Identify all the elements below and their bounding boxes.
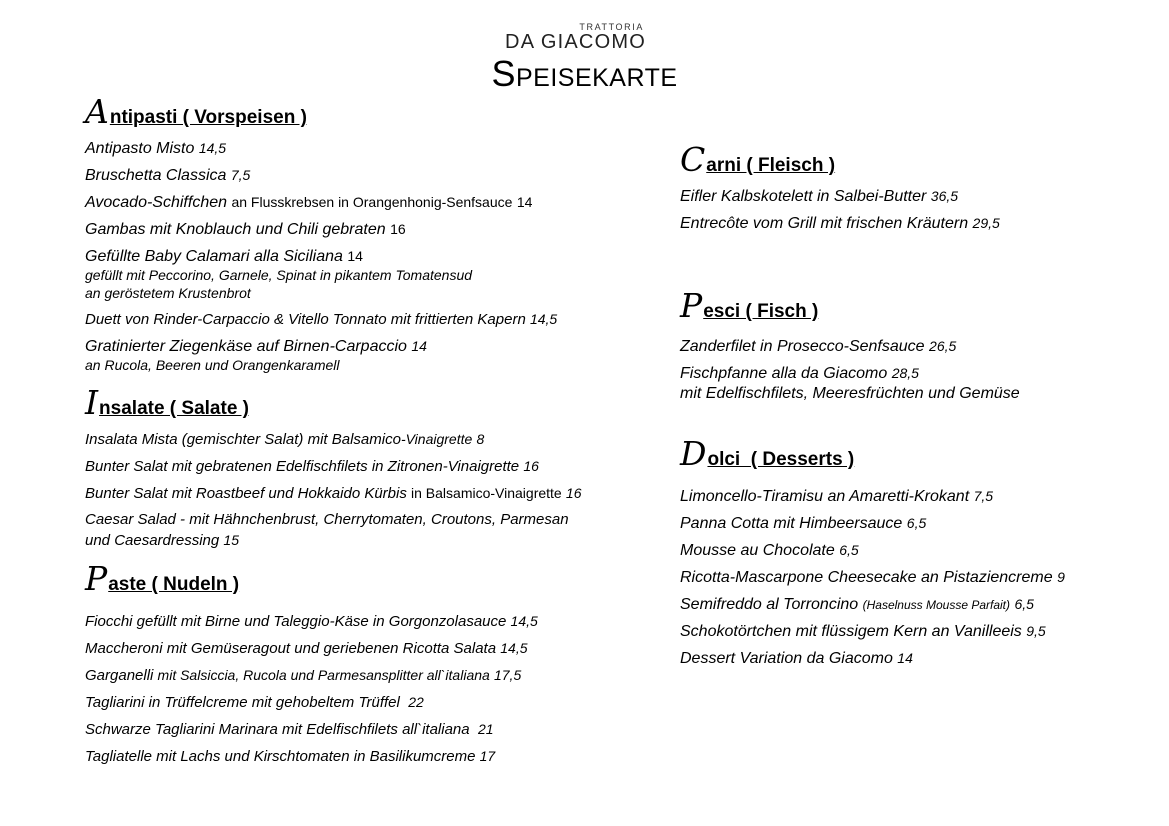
- item-name: Mousse au Chocolate: [680, 542, 835, 559]
- menu-item: [85, 746, 645, 767]
- section-antipasti-heading: [85, 92, 645, 132]
- item-price: 6,5: [906, 515, 927, 531]
- item-name: Gratinierter Ziegenkäse auf Birnen-Carpaccio: [85, 338, 407, 355]
- menu-item: [85, 665, 645, 686]
- item-name: Schokotörtchen mit flüssigem Kern an Vanilleeis: [680, 623, 1022, 640]
- item-name: Panna Cotta mit Himbeersauce: [680, 515, 903, 532]
- item-note: -Vinaigrette: [400, 431, 473, 447]
- item-price: 8: [476, 431, 485, 447]
- menu-item: [85, 336, 645, 375]
- right-column: [680, 140, 1150, 669]
- item-price: 9: [1057, 569, 1065, 585]
- logo-name: DA GIACOMO: [505, 31, 646, 53]
- item-name: Semifreddo al Torroncino: [680, 596, 859, 613]
- menu-item: [680, 186, 1150, 207]
- item-price: 14,5: [500, 640, 528, 656]
- item-price: 16: [523, 458, 539, 474]
- item-name: Avocado-Schiffchen: [85, 194, 228, 211]
- item-name: Caesar Salad - mit Hähnchenbrust, Cherrytomaten, Croutons, Parmesan: [85, 511, 569, 528]
- menu-item: [85, 309, 645, 330]
- menu-item: [85, 719, 645, 740]
- item-name: Fiocchi gefüllt mit Birne und Taleggio-Käse in Gorgonzolasauce: [85, 613, 507, 630]
- item-price: 29,5: [972, 215, 1000, 231]
- item-price: 21: [477, 721, 494, 737]
- item-name: Gefüllte Baby Calamari alla Siciliana: [85, 248, 343, 265]
- left-column: [85, 92, 645, 767]
- menu-item: [85, 429, 645, 450]
- item-price: 16: [390, 221, 406, 237]
- item-price: 9,5: [1026, 623, 1046, 639]
- item-name: Limoncello-Tiramisu an Amaretti-Krokant: [680, 488, 970, 505]
- item-price: 6,5: [1014, 596, 1034, 612]
- item-name: Antipasto Misto: [85, 140, 195, 157]
- item-name: Schwarze Tagliarini Marinara mit Edelfischfilets all`italiana: [85, 721, 470, 738]
- section-carni-heading: [680, 140, 1150, 180]
- item-price: 14: [347, 248, 363, 264]
- menu-item: [680, 213, 1150, 234]
- item-name: Duett von Rinder-Carpaccio & Vitello Tonnato mit frittierten Kapern: [85, 311, 526, 328]
- item-price: 14: [897, 650, 913, 666]
- menu-item: [680, 648, 1150, 669]
- menu-item: [85, 165, 645, 186]
- item-name: Entrecôte vom Grill mit frischen Kräutern: [680, 215, 969, 232]
- item-name: Gambas mit Knoblauch und Chili gebraten: [85, 221, 386, 238]
- item-name: Zanderfilet in Prosecco-Senfsauce: [680, 338, 925, 355]
- item-description: mit Edelfischfilets, Meeresfrüchten und Gemüse: [680, 385, 1020, 402]
- item-price: 7,5: [230, 167, 251, 183]
- item-price: 6,5: [839, 542, 859, 558]
- item-note: mit Salsiccia, Rucola und Parmesansplitter all`italiana: [157, 667, 490, 683]
- heading-initial: D: [680, 434, 707, 473]
- section-pesci-heading: [680, 286, 1150, 326]
- item-price: 16: [565, 485, 582, 501]
- item-price: 15: [223, 532, 239, 548]
- heading-initial: I: [85, 383, 99, 422]
- item-note: (Haselnuss Mousse Parfait): [862, 598, 1011, 612]
- menu-item: [85, 692, 645, 713]
- heading-text: esci ( Fisch ): [703, 301, 819, 322]
- item-name: Bunter Salat mit gebratenen Edelfischfilets in Zitronen-Vinaigrette: [85, 458, 520, 475]
- menu-item: [85, 611, 645, 632]
- item-name: Tagliarini in Trüffelcreme mit gehobeltem Trüffel: [85, 694, 400, 711]
- item-name: Bunter Salat mit Roastbeef und Hokkaido Kürbis: [85, 485, 407, 502]
- item-note: an Flusskrebsen in Orangenhonig-Senfsauce: [231, 194, 513, 210]
- menu-item: [680, 540, 1150, 561]
- menu-item: [85, 219, 645, 240]
- heading-initial: P: [85, 559, 108, 598]
- item-price: 14,5: [198, 140, 227, 156]
- heading-initial: P: [680, 286, 703, 325]
- heading-text: aste ( Nudeln ): [108, 574, 240, 595]
- menu-item: [85, 192, 645, 213]
- item-price: 7,5: [973, 488, 994, 504]
- item-name: Tagliatelle mit Lachs und Kirschtomaten in Basilikumcreme: [85, 748, 476, 765]
- heading-text: olci ( Desserts ): [707, 449, 855, 470]
- item-name: Ricotta-Mascarpone Cheesecake an Pistaziencreme: [680, 569, 1053, 586]
- menu-header: [0, 22, 1169, 93]
- item-description: gefüllt mit Peccorino, Garnele, Spinat in pikantem Tomatensud: [85, 267, 473, 283]
- item-name: Eifler Kalbskotelett in Salbei-Butter: [680, 188, 927, 205]
- item-name: Bruschetta Classica: [85, 167, 227, 184]
- item-name: Fischpfanne alla da Giacomo: [680, 365, 888, 382]
- section-insalate-heading: [85, 383, 645, 423]
- page-title: Speisekarte: [491, 53, 678, 94]
- menu-item: [85, 638, 645, 659]
- item-name-line2: und Caesardressing: [85, 532, 220, 549]
- menu-item: [85, 510, 645, 551]
- item-price: 17,5: [493, 667, 522, 683]
- menu-item: [680, 594, 1150, 615]
- menu-item: [680, 363, 1150, 404]
- heading-text: arni ( Fleisch ): [706, 155, 836, 176]
- item-note: in Balsamico-Vinaigrette: [411, 485, 562, 501]
- section-paste-heading: [85, 559, 645, 599]
- menu-item: [85, 483, 645, 504]
- heading-initial: A: [85, 92, 109, 131]
- menu-item: [680, 486, 1150, 507]
- heading-text: nsalate ( Salate ): [99, 398, 249, 419]
- menu-item: [85, 456, 645, 477]
- item-price: 14: [411, 338, 427, 354]
- menu-item: [680, 621, 1150, 642]
- item-price: 14: [516, 194, 533, 210]
- item-price: 36,5: [930, 188, 959, 204]
- item-price: 22: [408, 694, 424, 710]
- item-name: Insalata Mista (gemischter Salat) mit Balsamico: [85, 431, 401, 448]
- item-name: Maccheroni mit Gemüseragout und geriebenen Ricotta Salata: [85, 640, 497, 657]
- item-name: Dessert Variation da Giacomo: [680, 650, 893, 667]
- item-price: 17: [479, 748, 496, 764]
- menu-item: [85, 246, 645, 303]
- menu-item: [680, 513, 1150, 534]
- section-dolci-heading: [680, 434, 1150, 474]
- menu-item: [85, 138, 645, 159]
- item-name: Garganelli: [85, 667, 154, 684]
- logo-subtitle: TRATTORIA: [579, 22, 644, 32]
- item-price: 14,5: [510, 613, 538, 629]
- item-description: an geröstetem Krustenbrot: [85, 285, 251, 301]
- heading-text: ntipasti ( Vorspeisen ): [109, 107, 307, 128]
- item-price: 14,5: [529, 311, 558, 327]
- menu-item: [680, 567, 1150, 588]
- item-price: 28,5: [891, 365, 919, 381]
- restaurant-logo: [505, 22, 646, 52]
- item-description: an Rucola, Beeren und Orangenkaramell: [85, 357, 340, 373]
- heading-initial: C: [680, 140, 706, 179]
- menu-item: [680, 336, 1150, 357]
- item-price: 26,5: [929, 338, 957, 354]
